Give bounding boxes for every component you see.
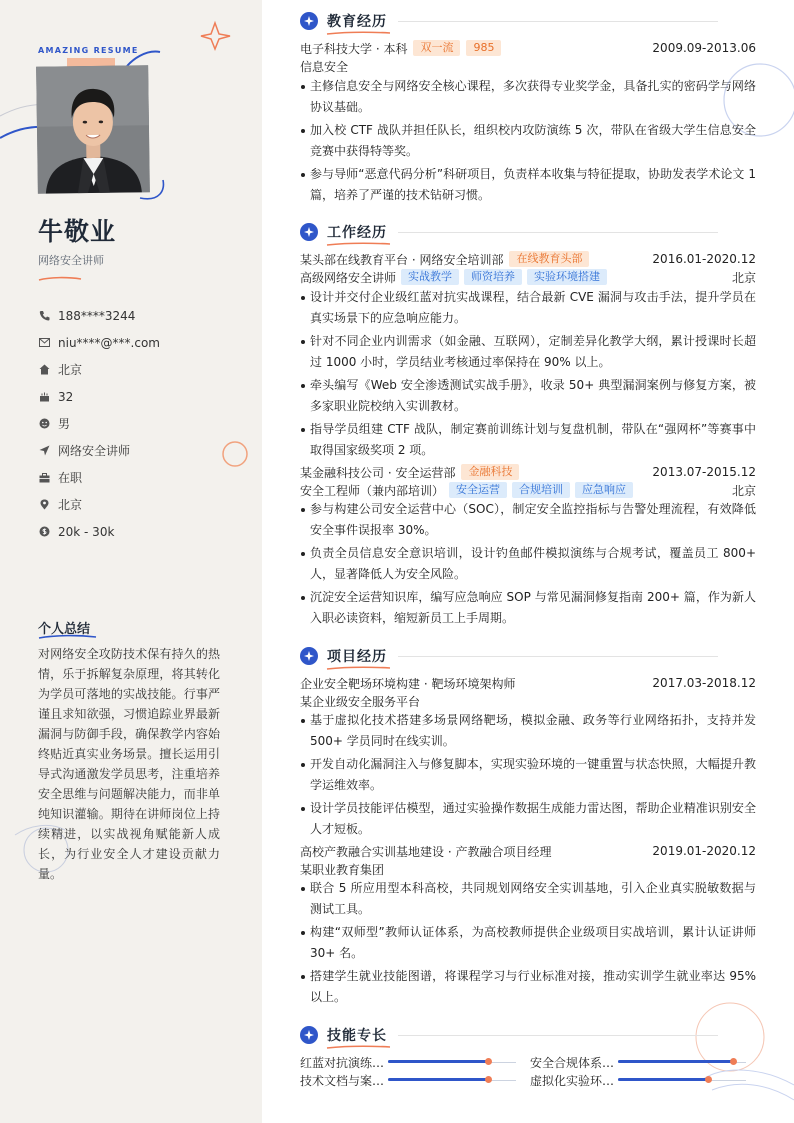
job-row bbox=[300, 250, 756, 268]
skill-item bbox=[300, 1053, 516, 1071]
contact-value: 20k - 30k bbox=[58, 524, 115, 539]
list-item: 沉淀安全运营知识库，编写应急响应 SOP 与常见漏洞修复指南 200+ 篇，作为新人入职必读资料，缩短新员工上手周期。 bbox=[300, 587, 756, 629]
list-item: 参与构建公司安全运营中心（SOC），制定安全监控指标与告警处理流程，有效降低安全事件误报率 30%。 bbox=[300, 499, 756, 541]
salary-icon bbox=[38, 526, 50, 538]
contact-value: niu****@***.com bbox=[58, 335, 160, 350]
project-row bbox=[300, 674, 756, 692]
contact-value: 北京 bbox=[58, 498, 83, 512]
contact-status bbox=[38, 464, 248, 491]
summary-underline bbox=[38, 634, 98, 640]
skills-title: 技能专长 bbox=[327, 1028, 387, 1044]
contact-value: 网络安全讲师 bbox=[58, 444, 131, 458]
sidebar bbox=[0, 0, 262, 1123]
sparkle-icon bbox=[300, 223, 318, 241]
skill-name: 虚拟化实验环… bbox=[530, 1073, 615, 1088]
name-underline bbox=[38, 276, 82, 282]
project-bullets bbox=[300, 878, 756, 1010]
contact-value: 在职 bbox=[58, 471, 83, 485]
sparkle-icon bbox=[300, 1026, 318, 1044]
contact-phone bbox=[38, 302, 248, 329]
school-tag: 双一流 bbox=[413, 40, 460, 56]
mail-icon bbox=[38, 337, 50, 349]
list-item: 设计学员技能评估模型，通过实验操作数据生成能力雷达图，帮助企业精准识别安全人才短板。 bbox=[300, 798, 756, 840]
company-name: 某金融科技公司 · 安全运营部 bbox=[300, 465, 456, 480]
brand-tag: AMAZING RESUME bbox=[38, 46, 139, 55]
main-content bbox=[262, 0, 794, 1123]
skill-tag: 合规培训 bbox=[512, 482, 570, 498]
list-item: 设计并交付企业级红蓝对抗实战课程，结合最新 CVE 漏洞与攻击手法，提升学员在真实场景下的应急响应能力。 bbox=[300, 287, 756, 329]
list-item: 加入校 CTF 战队并担任队长，组织校内攻防演练 5 次，带队在省级大学生信息安全竞赛中获得特等奖。 bbox=[300, 120, 756, 162]
projects-header bbox=[300, 645, 387, 667]
skill-tag: 师资培养 bbox=[464, 269, 522, 285]
contact-email bbox=[38, 329, 248, 356]
skill-bar bbox=[388, 1076, 516, 1084]
contact-value: 男 bbox=[58, 417, 71, 431]
sparkle-icon bbox=[300, 647, 318, 665]
cake-icon bbox=[38, 391, 50, 403]
contact-list bbox=[38, 302, 248, 545]
contact-gender bbox=[38, 410, 248, 437]
school-tag: 985 bbox=[466, 40, 501, 56]
job-city: 北京 bbox=[731, 270, 756, 285]
skill-name: 安全合规体系… bbox=[530, 1055, 615, 1070]
contact-location bbox=[38, 491, 248, 518]
skill-item bbox=[530, 1071, 746, 1089]
home-icon bbox=[38, 364, 50, 376]
contact-value: 188****3244 bbox=[58, 308, 136, 323]
company-name: 某头部在线教育平台 · 网络安全培训部 bbox=[300, 252, 504, 267]
skill-tag: 应急响应 bbox=[575, 482, 633, 498]
position-row bbox=[300, 481, 756, 499]
section-underline bbox=[326, 31, 392, 36]
contact-value: 32 bbox=[58, 389, 74, 404]
section-divider bbox=[398, 1035, 718, 1036]
skill-bar bbox=[618, 1076, 746, 1084]
skill-item bbox=[530, 1053, 746, 1071]
list-item: 联合 5 所应用型本科高校，共同规划网络安全实训基地，引入企业真实脱敏数据与测试工具。 bbox=[300, 878, 756, 920]
education-title: 教育经历 bbox=[327, 14, 387, 30]
education-bullets bbox=[300, 76, 756, 208]
list-item: 针对不同企业内训需求（如金融、互联网），定制差异化教学大纲，累计授课时长超过 1000 小时，学员结业考核通过率保持在 90% 以上。 bbox=[300, 331, 756, 373]
position-row bbox=[300, 268, 756, 286]
project-org: 某职业教育集团 bbox=[300, 862, 385, 877]
contact-job bbox=[38, 437, 248, 464]
company-tag: 在线教育头部 bbox=[509, 251, 589, 267]
job-date: 2013.07-2015.12 bbox=[652, 465, 756, 479]
skill-item bbox=[300, 1071, 516, 1089]
projects-title: 项目经历 bbox=[327, 649, 387, 665]
phone-icon bbox=[38, 310, 50, 322]
job-date: 2016.01-2020.12 bbox=[652, 252, 756, 266]
location-pin-icon bbox=[38, 499, 50, 511]
work-header bbox=[300, 221, 387, 243]
contact-home bbox=[38, 356, 248, 383]
position: 高级网络安全讲师 bbox=[300, 270, 397, 285]
education-date: 2009.09-2013.06 bbox=[652, 41, 756, 55]
list-item: 牵头编写《Web 安全渗透测试实战手册》，收录 50+ 典型漏洞案例与修复方案，被多家职业院校纳入实训教材。 bbox=[300, 375, 756, 417]
summary-title: 个人总结 bbox=[38, 622, 91, 637]
section-underline bbox=[326, 666, 392, 671]
project-date: 2017.03-2018.12 bbox=[652, 676, 756, 690]
project-name: 高校产教融合实训基地建设 · 产教融合项目经理 bbox=[300, 844, 552, 859]
skill-bar-fill bbox=[618, 1060, 733, 1063]
project-bullets bbox=[300, 710, 756, 842]
skill-bar bbox=[618, 1058, 746, 1066]
skill-bar-knob bbox=[485, 1058, 492, 1065]
list-item: 搭建学生就业技能图谱，将课程学习与行业标准对接，推动实训学生就业率达 95% 以上。 bbox=[300, 966, 756, 1008]
skill-bar-fill bbox=[618, 1078, 708, 1081]
skill-bar-knob bbox=[730, 1058, 737, 1065]
briefcase-icon bbox=[38, 472, 50, 484]
gender-icon bbox=[38, 418, 50, 430]
profile-title: 网络安全讲师 bbox=[38, 254, 104, 267]
company-tag: 金融科技 bbox=[461, 464, 519, 480]
project-row bbox=[300, 842, 756, 860]
list-item: 构建“双师型”教师认证体系，为高校教师提供企业级项目实战培训，累计认证讲师 30+ 名。 bbox=[300, 922, 756, 964]
skill-bar-fill bbox=[388, 1060, 488, 1063]
job-city: 北京 bbox=[731, 483, 756, 498]
education-row bbox=[300, 39, 756, 57]
list-item: 主修信息安全与网络安全核心课程，多次获得专业奖学金，具备扎实的密码学与网络协议基础。 bbox=[300, 76, 756, 118]
section-divider bbox=[398, 656, 718, 657]
contact-age bbox=[38, 383, 248, 410]
skill-tag: 实验环境搭建 bbox=[527, 269, 607, 285]
project-name: 企业安全靶场环境构建 · 靶场环境架构师 bbox=[300, 676, 516, 691]
skill-tag: 实战教学 bbox=[401, 269, 459, 285]
send-icon bbox=[38, 445, 50, 457]
skill-bar bbox=[388, 1058, 516, 1066]
list-item: 负责全员信息安全意识培训，设计钓鱼邮件模拟演练与合规考试，覆盖员工 800+ 人，显著降低人为安全风险。 bbox=[300, 543, 756, 585]
project-org-row bbox=[300, 692, 756, 710]
school-name: 电子科技大学 · 本科 bbox=[300, 41, 408, 56]
contact-value: 北京 bbox=[58, 363, 83, 377]
major-row bbox=[300, 57, 756, 75]
job-bullets bbox=[300, 499, 756, 631]
skill-bar-knob bbox=[485, 1076, 492, 1083]
skill-bar-fill bbox=[388, 1078, 488, 1081]
section-underline bbox=[326, 242, 392, 247]
skill-bar-knob bbox=[705, 1076, 712, 1083]
list-item: 指导学员组建 CTF 战队，制定赛前训练计划与复盘机制，带队在“强网杯”等赛事中取得国家级奖项 2 项。 bbox=[300, 419, 756, 461]
project-date: 2019.01-2020.12 bbox=[652, 844, 756, 858]
education-header bbox=[300, 10, 387, 32]
profile-name: 牛敬业 bbox=[38, 217, 117, 246]
work-title: 工作经历 bbox=[327, 225, 387, 241]
summary-text: 对网络安全攻防技术保有持久的热情，乐于拆解复杂原理，将其转化为学员可落地的实战技能。行事严谨且求知欲强，习惯追踪业界最新漏洞与防御手段，确保教学内容始终贴近真实业务场景。擅长运用引导式沟通激发学员思考，注重培养安全思维与问题解决能力，而非单纯知识灌输。期待在讲师岗位上持续精进，以实战视角赋能新人成长，为行业安全人才建设贡献力量。 bbox=[38, 647, 220, 881]
contact-salary bbox=[38, 518, 248, 545]
skill-name: 红蓝对抗演练… bbox=[300, 1055, 385, 1070]
job-row bbox=[300, 463, 756, 481]
skill-tag: 安全运营 bbox=[449, 482, 507, 498]
position: 安全工程师（兼内部培训） bbox=[300, 483, 445, 498]
section-divider bbox=[398, 232, 718, 233]
project-org: 某企业级安全服务平台 bbox=[300, 694, 421, 709]
major: 信息安全 bbox=[300, 59, 349, 74]
avatar bbox=[37, 66, 149, 193]
list-item: 参与导师“恶意代码分析”科研项目，负责样本收集与特征提取，协助发表学术论文 1 篇，培养了严谨的技术钻研习惯。 bbox=[300, 164, 756, 206]
job-bullets bbox=[300, 287, 756, 463]
skills-header bbox=[300, 1024, 387, 1046]
list-item: 基于虚拟化技术搭建多场景网络靶场，模拟金融、政务等行业网络拓扑，支持并发 500+ 学员同时在线实训。 bbox=[300, 710, 756, 752]
project-org-row bbox=[300, 860, 756, 878]
skill-name: 技术文档与案… bbox=[300, 1073, 385, 1088]
sparkle-icon bbox=[300, 12, 318, 30]
list-item: 开发自动化漏洞注入与修复脚本，实现实验环境的一键重置与状态快照，大幅提升教学运维效率。 bbox=[300, 754, 756, 796]
avatar-photo bbox=[36, 65, 150, 194]
section-divider bbox=[398, 21, 718, 22]
section-underline bbox=[326, 1045, 392, 1050]
